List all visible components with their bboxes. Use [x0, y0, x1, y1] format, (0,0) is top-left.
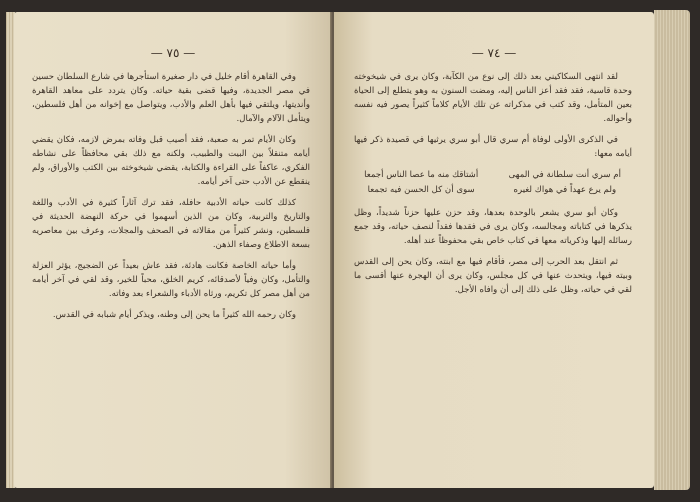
- verse-line-1: [354, 168, 632, 183]
- verse-hemistich: سوى أن كل الحسن فيه تجمعا: [367, 185, 475, 195]
- verse-hemistich: ولم يرع عهداً في هواك لغيره: [513, 185, 617, 195]
- right-page-edges: [654, 10, 690, 490]
- right-paragraph-3: وكان أبو سري يشعر بالوحدة بعدها، وقد حزن عليها حزناً شديداً، وظل يذكرها في كتاباته ومجالسه، وكان يرى في فقدها فقداً لنصف حياته، وقد جمع رسائله إليها وذكرياته معها في كتاب خاص بقي محفوظاً عند أهله.: [354, 208, 632, 246]
- right-page-number: — ٧٤ —: [471, 46, 517, 60]
- left-paragraph-2: وكان الأيام تمر به صعبة، فقد أصيب قبل وفاته بمرض لازمه، فكان يقضي أيامه متنقلاً بين البيت والطبيب، ولكنه مع ذلك بقي محافظاً على نشاطه الفكري، عاكفاً على القراءة والكتابة، يقضي شيخوخته بين الكتب والأوراق، ولم ينقطع عن الأدب حتى آخر أيامه.: [32, 135, 310, 187]
- left-paragraph-1: وفي القاهرة أقام خليل في دار صغيرة استأجرها في شارع السلطان حسين في مصر الجديدة، وفيها قضى بقية حياته. وكان يتردد على معاهد القاهرة وأنديتها، ويلتقي فيها بأهل العلم والأدب، ويتواصل مع إخوانه من أهل فلسطين، ويتأمل الآلام والآمال.: [32, 72, 310, 124]
- verse-line-2: [354, 183, 632, 198]
- left-page-number: — ٧٥ —: [150, 46, 196, 60]
- verse-hemistich: أشتاقك منه ما عصا الناس أجمعا: [364, 170, 479, 180]
- poem-verse: [354, 168, 632, 198]
- right-paragraph-4: ثم انتقل بعد الحرب إلى مصر، فأقام فيها مع ابنته، وكان يحن إلى القدس وبيته فيها، ويتحدث عنها في كل مجلس، وكان يرى أن الهجرة عنها أقسى ما لقي في حياته، وظل على ذلك إلى أن وافاه الأجل.: [354, 257, 632, 295]
- verse-hemistich: أم سري أنت سلطانة في المهى: [508, 170, 621, 180]
- right-paragraph-2: في الذكرى الأولى لوفاة أم سري قال أبو سري يرثيها في قصيدة ذكر فيها أيامه معها:: [354, 135, 632, 159]
- left-paragraph-5: وكان رحمه الله كثيراً ما يحن إلى وطنه، ويذكر أيام شبابه في القدس.: [52, 310, 296, 320]
- left-page: [14, 12, 332, 488]
- right-paragraph-1: لقد انتهى السكاكيني بعد ذلك إلى نوع من الكآبة، وكان يرى في شيخوخته وحدة قاسية، فقد فقد أعز الناس إليه، ومضت السنون به وهو يتطلع إلى الحياة بعين المتأمل، وقد كتب في مذكراته عن تلك الأيام كلاماً كثيراً يصور فيه نفسه وأحواله.: [354, 72, 632, 124]
- right-page: [334, 12, 654, 488]
- left-paragraph-3: كذلك كانت حياته الأدبية حافلة، فقد ترك آثاراً كثيرة في الأدب واللغة والتاريخ والتربية، وكان من الذين أسهموا في حركة النهضة الحديثة في فلسطين، ونشر كثيراً من مقالاته في الصحف والمجلات، وعرف بين معاصريه بسعة الاطلاع وصفاء الذهن.: [32, 198, 310, 250]
- left-paragraph-4: وأما حياته الخاصة فكانت هادئة، فقد عاش بعيداً عن الضجيج، يؤثر العزلة والتأمل، وكان وفياً لأصدقائه، كريم الخلق، محباً للخير، وقد لقي في آخر أيامه من أهل مصر كل تكريم، ورثاه الأدباء والشعراء بعد وفاته.: [32, 261, 310, 299]
